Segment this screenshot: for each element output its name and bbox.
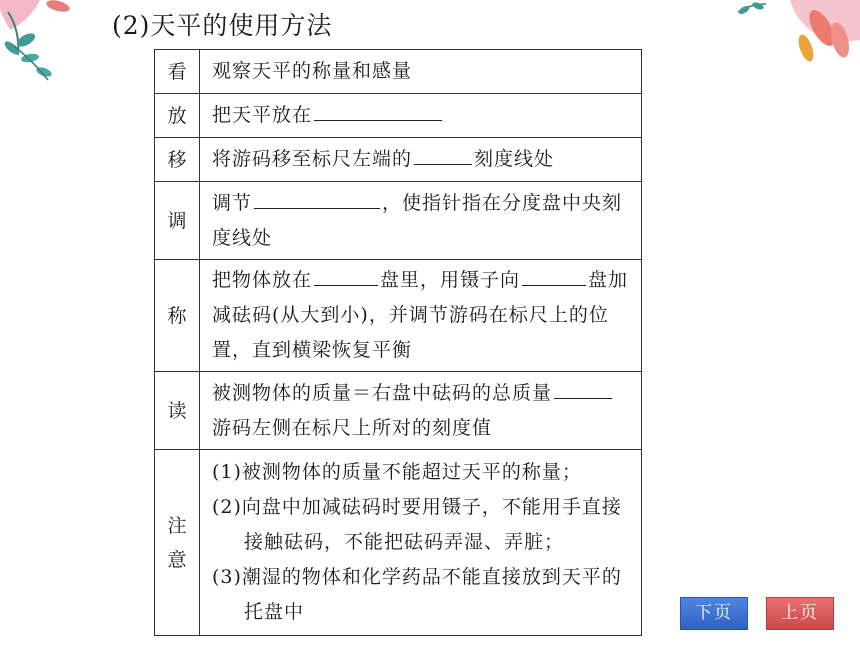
answer-blank[interactable]	[522, 263, 586, 286]
floral-decoration-right	[730, 0, 860, 75]
step-text: 被测物体的质量＝右盘中砝码的总质量 游码左侧在标尺上所对的刻度值	[200, 372, 642, 450]
previous-page-button[interactable]: 上页	[766, 597, 834, 630]
table-row	[155, 50, 642, 94]
step-label: 注 意	[155, 450, 200, 636]
step-text: 观察天平的称量和感量	[200, 50, 642, 94]
table-row	[155, 94, 642, 138]
table-row	[155, 260, 642, 372]
table-row	[155, 138, 642, 182]
step-label: 称	[155, 260, 200, 372]
step-text: 将游码移至标尺左端的 刻度线处	[200, 138, 642, 182]
section-title: (2)天平的使用方法	[112, 11, 333, 40]
answer-blank[interactable]	[254, 186, 380, 209]
balance-usage-table	[154, 49, 642, 636]
next-page-button[interactable]: 下页	[680, 597, 748, 630]
step-label: 移	[155, 138, 200, 182]
step-label: 读	[155, 372, 200, 450]
table-row	[155, 182, 642, 260]
note-item: (2)向盘中加减砝码时要用镊子，不能用手直接接触砝码，不能把砝码弄湿、弄脏；	[212, 496, 622, 553]
table-row	[155, 372, 642, 450]
answer-blank[interactable]	[314, 98, 442, 121]
table-row	[155, 450, 642, 636]
step-label: 放	[155, 94, 200, 138]
step-text: 把天平放在	[200, 94, 642, 138]
step-label: 调	[155, 182, 200, 260]
floral-decoration-left	[0, 0, 90, 90]
answer-blank[interactable]	[314, 263, 378, 286]
answer-blank[interactable]	[554, 376, 612, 399]
notes-cell	[200, 450, 642, 636]
note-item: (1)被测物体的质量不能超过天平的称量；	[212, 461, 582, 483]
step-text: 把物体放在 盘里，用镊子向 盘加减砝码(从大到小)，并调节游码在标尺上的位置，直到横梁恢复平衡	[200, 260, 642, 372]
step-text: 调节 ，使指针指在分度盘中央刻度线处	[200, 182, 642, 260]
note-item: (3)潮湿的物体和化学药品不能直接放到天平的托盘中	[212, 566, 622, 623]
step-label: 看	[155, 50, 200, 94]
answer-blank[interactable]	[414, 142, 472, 165]
